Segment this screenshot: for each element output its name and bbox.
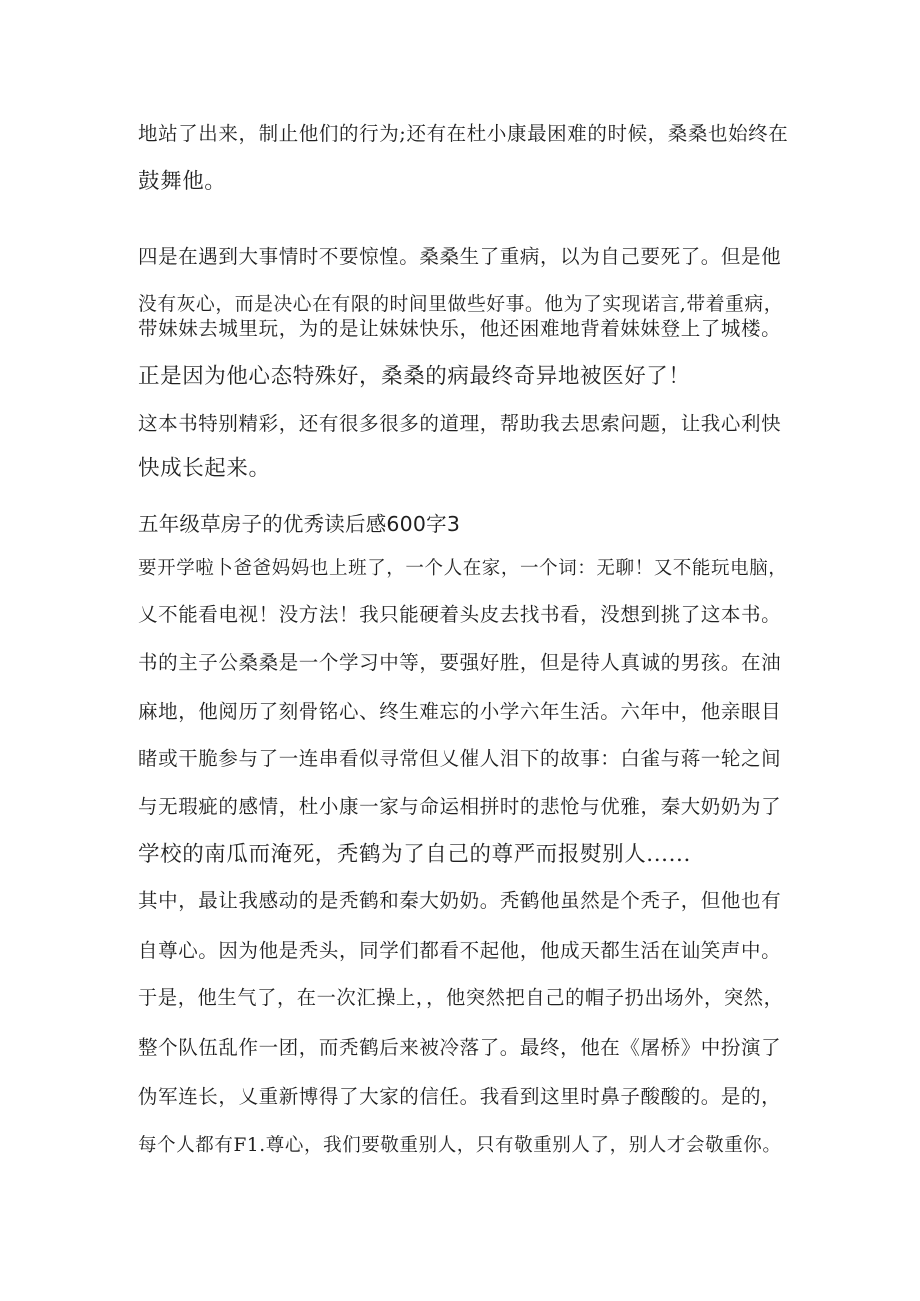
text-line: 要开学啦卜爸爸妈妈也上班了，一个人在家，一个词：无聊！又不能玩电脑， (138, 558, 788, 579)
text-line: 这本书特别精彩，还有很多很多的道理，帮助我去思索问题，让我心利快 (138, 412, 782, 435)
text-line: 学校的南瓜而淹死，秃鹤为了自己的尊严而报熨别人...... (138, 842, 691, 867)
text-line: 伪军连长，乂重新博得了大家的信任。我看到这里时鼻子酸酸的。是的， (138, 1085, 782, 1108)
text-line: 睹或干脆参与了一连串看似寻常但乂催人泪下的故事：白雀与蒋一轮之间 (138, 747, 782, 770)
text-line: 书的主子公桑桑是一个学习中等，要强好胜，但是待人真诚的男孩。在油 (138, 651, 782, 674)
text-line: 其中，最让我感动的是秃鹤和秦大奶奶。秃鹤他虽然是个秃子，但他也有 (138, 889, 782, 912)
text-line: 与无瑕疵的感情，杜小康一家与命运相拼时的悲怆与优雅，秦大奶奶为了 (138, 795, 782, 818)
text-line: 整个队伍乱作一团，而秃鹤后来被冷落了。最终，他在《屠桥》中扮演了 (138, 1036, 782, 1059)
text-line: 自尊心。因为他是秃头，同学们都看不起他，他成天都生活在讪笑声中。 (138, 939, 782, 962)
text-line: 带妹妹去城里玩，为的是让妹妹快乐，他还困难地背着妹妹登上了城楼。 (138, 317, 782, 340)
text-line: 地站了出来，制止他们的行为;还有在杜小康最困难的时候，桑桑也始终在 (138, 122, 788, 145)
text-line: 正是因为他心态特殊好，桑桑的病最终奇异地被医好了！ (138, 364, 691, 389)
text-line: 四是在遇到大事情时不要惊惶。桑桑生了重病，以为自己要死了。但是他 (138, 245, 782, 268)
text-line: 快成长起来。 (138, 456, 271, 481)
text-line: 乂不能看电视！没方法！我只能硬着头皮去找书看，没想到挑了这本书。 (138, 603, 782, 626)
text-line: 每个人都有F1.尊心，我们要敬重别人，只有敬重别人了，别人才会敬重你。 (138, 1135, 782, 1156)
section-heading: 五年级草房子的优秀读后感600字3 (138, 512, 461, 536)
text-line: 麻地，他阅历了刻骨铭心、终生难忘的小学六年生活。六年中，他亲眼目 (138, 700, 782, 723)
text-line: 于是，他生气了，在一次汇操上，，他突然把自己的帽子扔出场外，突然， (138, 986, 784, 1009)
text-line: 鼓舞他。 (138, 169, 227, 194)
text-line: 没有灰心，而是决心在有限的时间里做些好事。他为了实现诺言,带着重病， (138, 294, 784, 315)
